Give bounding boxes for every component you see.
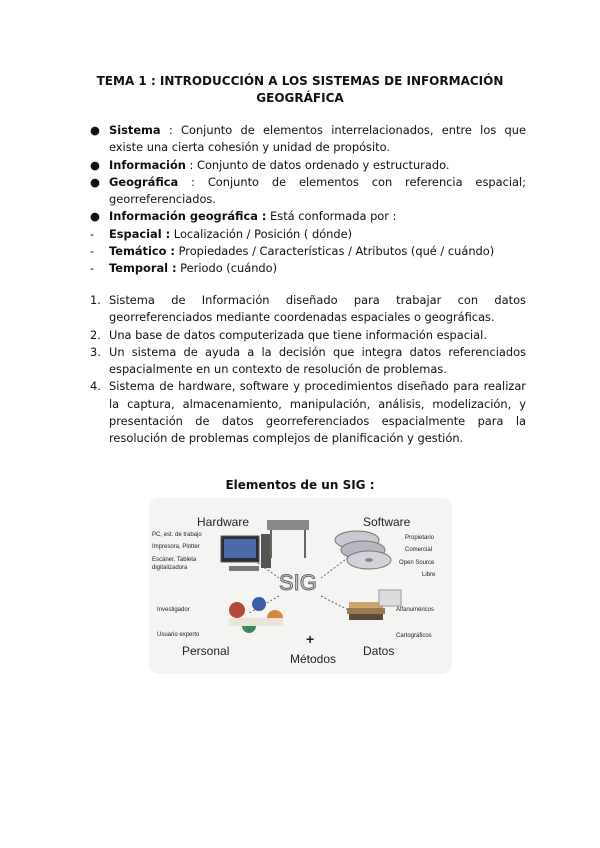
number-marker: 2. [90,327,101,342]
list-item [90,157,526,174]
number-marker: 4. [90,379,101,394]
software-item: Comercial [405,547,433,553]
plus-sign: + [306,631,315,647]
software-item: Libre [422,572,436,578]
hardware-item: PC, est. de trabajo [152,532,202,538]
hardware-item: Impresora, Plotter [152,544,200,550]
list-item [90,260,526,277]
hardware-item: digitalizadora [152,565,188,571]
sig-center-label: SIG [279,570,317,595]
page-title: TEMA 1 : INTRODUCCIÓN A LOS SISTEMAS DE INFORMACIÓN GEOGRÁFICA [96,74,504,105]
list-item [90,243,526,260]
number-marker: 1. [90,293,101,307]
sig-definitions-list [90,292,526,448]
dash-marker: - [90,261,95,276]
definition: : Conjunto de elementos interrelacionados, entre los que existe una cierta cohesión y unidad de propósito. [109,123,526,155]
term: Información geográfica : [109,209,267,224]
personal-item: Usuario experto [157,632,200,638]
list-item [90,378,526,447]
hardware-label: Hardware [197,515,250,529]
list-item [90,344,526,379]
definition: Está conformada por : [266,209,397,224]
term: Espacial : [109,226,171,241]
people-icon [229,597,283,633]
dash-marker: - [90,226,95,241]
definition: : Conjunto de elementos con referencia espacial; georreferenciados. [109,174,526,207]
bullet-marker: ● [90,123,100,137]
definitions-list [90,122,526,278]
sig-elements-figure [149,498,452,674]
term: Sistema [109,123,161,137]
item-text: Una base de datos computerizada que tiene información espacial. [109,327,487,342]
dash-marker: - [90,244,95,259]
list-item [90,208,526,225]
item-text: Sistema de hardware, software y procedimientos diseñado para realizar la captura, almacenamiento, manipulación, análisis, modelización, y presentación de datos georreferenciados espacialmente para la resolución de problemas complejos de planificación y gestión. [109,379,526,446]
list-item [90,122,526,157]
number-marker: 3. [90,344,101,359]
software-item: Open Source [399,560,435,566]
bullet-marker: ● [90,174,100,189]
software-label: Software [363,515,411,529]
list-item [90,174,526,209]
personal-item: Investigador [157,607,190,613]
term: Temporal : [109,261,177,276]
personal-label: Personal [182,644,230,658]
bullet-marker: ● [90,209,100,224]
item-text: Un sistema de ayuda a la decisión que integra datos referenciados espacialmente en un contexto de resolución de problemas. [109,344,526,377]
definition: Localización / Posición ( dónde) [170,226,353,241]
datos-item: Cartográficos [396,633,432,639]
term: Geográfica [109,174,179,189]
software-item: Propietario [405,535,435,541]
metodos-label: Métodos [290,652,337,666]
computer-icon [221,534,271,571]
bullet-marker: ● [90,157,100,172]
plotter-icon [267,520,309,558]
hardware-item: Escáner, Tableta [152,557,197,563]
datos-item: Alfanuméricos [396,607,435,613]
figure-title: Elementos de un SIG : [225,478,375,492]
list-item [90,327,526,344]
definition: Periodo (cuándo) [176,261,278,276]
software-discs-icon [335,531,391,569]
definition: Propiedades / Características / Atributos (qué / cuándo) [174,244,495,259]
list-item [90,292,526,327]
data-stack-icon [347,590,401,620]
datos-label: Datos [363,644,395,658]
term: Temático : [109,244,175,259]
definition: : Conjunto de datos ordenado y estructurado. [185,157,450,172]
term: Información [109,157,186,172]
item-text: Sistema de Información diseñado para trabajar con datos georreferenciados mediante coordenadas espaciales o geográficas. [109,293,526,325]
list-item [90,226,526,243]
